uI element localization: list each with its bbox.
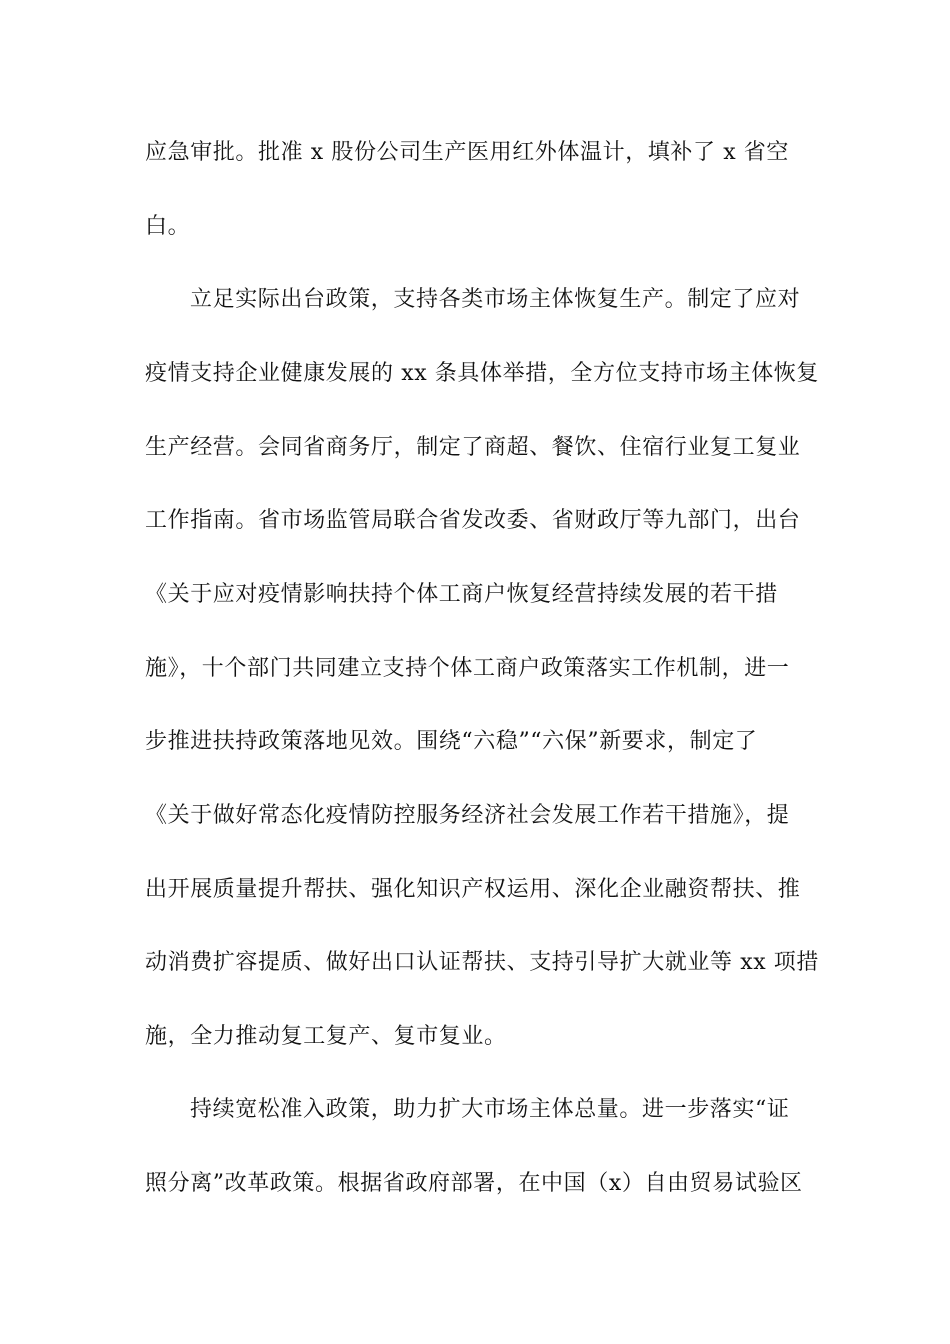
- text-line: 生产经营。会同省商务厅，制定了商超、餐饮、住宿行业复工复业: [145, 435, 801, 460]
- text-line: 工作指南。省市场监管局联合省发改委、省财政厅等九部门，出台: [145, 508, 801, 533]
- text-line: 施》，十个部门共同建立支持个体工商户政策落实工作机制，进一: [145, 656, 790, 681]
- text-line: 出开展质量提升帮扶、强化知识产权运用、深化企业融资帮扶、推: [145, 877, 801, 902]
- text-line: 疫情支持企业健康发展的 xx 条具体举措，全方位支持市场主体恢复: [145, 361, 820, 386]
- text-line: 步推进扶持政策落地见效。围绕“六稳”“六保”新要求，制定了: [145, 729, 758, 754]
- text-line: 《关于做好常态化疫情防控服务经济社会发展工作若干措施》，提: [145, 803, 790, 828]
- text-line: 动消费扩容提质、做好出口认证帮扶、支持引导扩大就业等 xx 项措: [145, 950, 820, 975]
- text-line: 《关于应对疫情影响扶持个体工商户恢复经营持续发展的若干措: [145, 582, 778, 607]
- paragraph-start-line: 持续宽松准入政策，助力扩大市场主体总量。进一步落实“证: [190, 1097, 790, 1122]
- text-line: 应急审批。批准 x 股份公司生产医用红外体温计，填补了 x 省空: [145, 140, 789, 165]
- text-line: 施，全力推动复工复产、复市复业。: [145, 1024, 507, 1049]
- text-line: 照分离”改革政策。根据省政府部署，在中国（x）自由贸易试验区: [145, 1171, 803, 1196]
- text-line: 白。: [145, 214, 191, 239]
- paragraph-start-line: 立足实际出台政策，支持各类市场主体恢复生产。制定了应对: [190, 287, 801, 312]
